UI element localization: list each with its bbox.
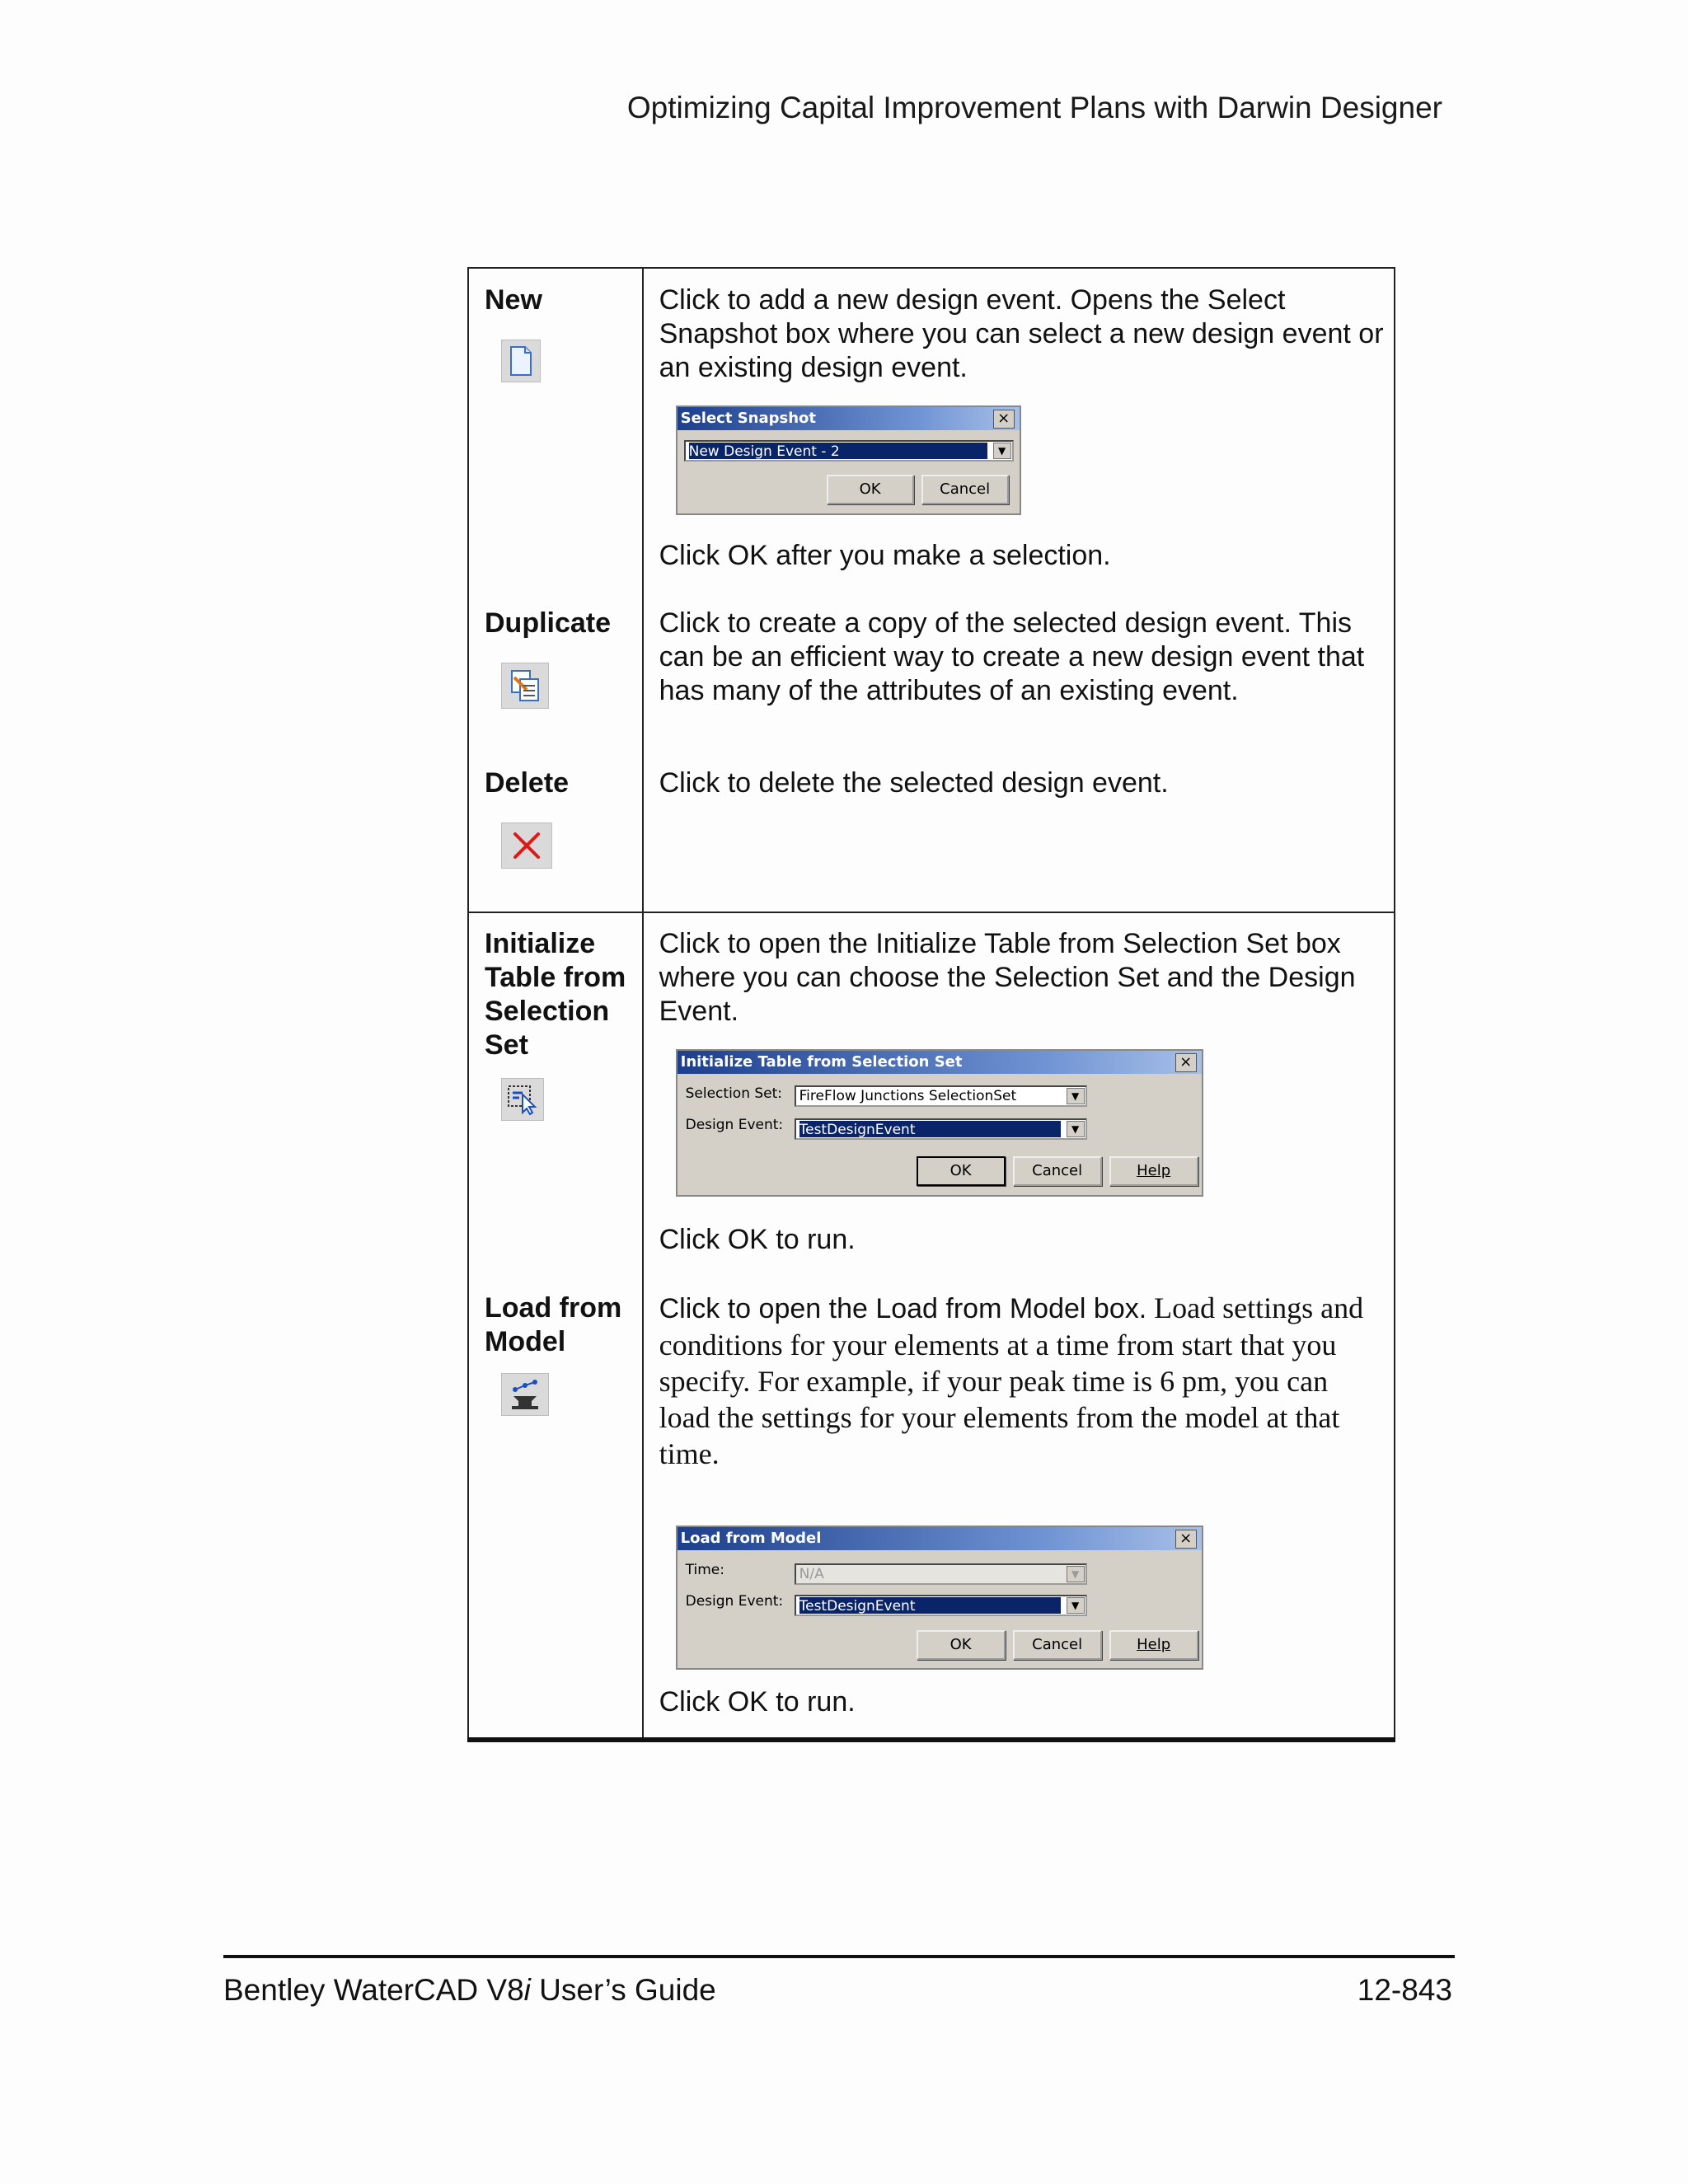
footer-guide-title (223, 1973, 716, 2008)
label-cell (468, 912, 643, 1740)
duplicate-icon (501, 663, 549, 709)
selection-set-icon (501, 1078, 544, 1121)
design-event-label: Design Event: (685, 1593, 784, 1610)
delete-x-icon (501, 823, 552, 869)
design-event-select[interactable] (795, 1595, 1087, 1616)
description-cell (643, 912, 1395, 1740)
select-snapshot-dialog (676, 405, 1021, 515)
dialog-title: Initialize Table from Selection Set (680, 1053, 963, 1071)
selection-set-select[interactable] (795, 1085, 1087, 1107)
running-header: Optimizing Capital Improvement Plans with Darwin Designer (626, 91, 1442, 124)
label-cell (468, 268, 643, 912)
dialog-title: Load from Model (680, 1530, 822, 1547)
ok-button[interactable]: OK (827, 475, 914, 504)
snapshot-select[interactable] (684, 440, 1014, 462)
ok-button[interactable]: OK (917, 1156, 1006, 1186)
load-description-lead: Click to open the Load from Model box. (659, 1293, 1147, 1324)
delete-label: Delete (485, 767, 570, 799)
page-number: 12-843 (1357, 1973, 1452, 2007)
load-after-text: Click OK to run. (659, 1686, 856, 1718)
load-description (659, 1290, 1385, 1472)
help-button[interactable]: Help (1109, 1630, 1198, 1660)
close-icon[interactable]: × (993, 410, 1015, 429)
time-select (795, 1563, 1087, 1585)
chevron-down-icon[interactable]: ▼ (1067, 1088, 1085, 1104)
footer-divider (223, 1955, 1455, 1958)
chevron-down-icon[interactable]: ▼ (1067, 1597, 1085, 1614)
table-row (468, 912, 1395, 1740)
close-icon[interactable]: × (1175, 1053, 1197, 1072)
initialize-table-dialog (676, 1049, 1203, 1197)
chevron-down-icon[interactable]: ▼ (993, 443, 1011, 459)
close-icon[interactable]: × (1175, 1530, 1197, 1549)
cancel-button[interactable]: Cancel (1013, 1156, 1102, 1186)
new-description: Click to add a new design event. Opens the Select Snapshot box where you can select a new design event or an existing design event. (659, 284, 1384, 383)
initialize-description: Click to open the Initialize Table from Selection Set box where you can choose the Selection Set and the Design Event. (659, 928, 1356, 1027)
duplicate-description: Click to create a copy of the selected design event. This can be an efficient way to create a new design event that has many of the attributes of an existing event. (659, 607, 1365, 706)
footer-guide-name: Bentley WaterCAD V8 (223, 1973, 524, 2007)
snapshot-value: New Design Event - 2 (689, 443, 987, 459)
load-description-body: Load settings and conditions for your elements at a time from start that you specify. For example, if your peak time is 6 pm, you can load the settings for your elements from the model at that time. (659, 1291, 1364, 1470)
toolbar-reference-table (467, 267, 1395, 1742)
cancel-button[interactable]: Cancel (921, 475, 1009, 504)
help-button[interactable]: Help (1109, 1156, 1198, 1186)
chevron-down-icon: ▼ (1067, 1566, 1085, 1582)
ok-button[interactable]: OK (917, 1630, 1006, 1660)
design-event-label: Design Event: (685, 1117, 784, 1133)
dialog-title-bar (678, 1051, 1202, 1074)
design-event-value: TestDesignEvent (799, 1121, 1061, 1137)
footer-guide-suffix: User’s Guide (530, 1973, 716, 2007)
dialog-title-bar (678, 1527, 1202, 1550)
initialize-label: Initialize Table from Selection Set (485, 928, 626, 1061)
selection-set-label: Selection Set: (685, 1085, 783, 1102)
table-row (468, 268, 1395, 912)
new-document-icon (501, 340, 541, 382)
dialog-title: Select Snapshot (680, 410, 817, 427)
time-label: Time: (685, 1562, 724, 1578)
load-from-model-dialog (676, 1526, 1203, 1670)
delete-description: Click to delete the selected design event. (659, 767, 1169, 799)
time-value: N/A (799, 1566, 824, 1582)
design-event-select[interactable] (795, 1118, 1087, 1140)
new-label: New (485, 284, 542, 316)
new-after-text: Click OK after you make a selection. (659, 540, 1111, 571)
chevron-down-icon[interactable]: ▼ (1067, 1121, 1085, 1137)
footer-guide-italic: i (523, 1973, 531, 2007)
cancel-button[interactable]: Cancel (1013, 1630, 1102, 1660)
duplicate-label: Duplicate (485, 607, 612, 639)
load-model-icon (501, 1373, 549, 1416)
dialog-title-bar (678, 407, 1020, 430)
design-event-value: TestDesignEvent (799, 1597, 1061, 1614)
description-cell (643, 268, 1395, 912)
load-label: Load from Model (485, 1292, 622, 1357)
initialize-after-text: Click OK to run. (659, 1224, 856, 1255)
selection-set-value: FireFlow Junctions SelectionSet (799, 1088, 1017, 1104)
